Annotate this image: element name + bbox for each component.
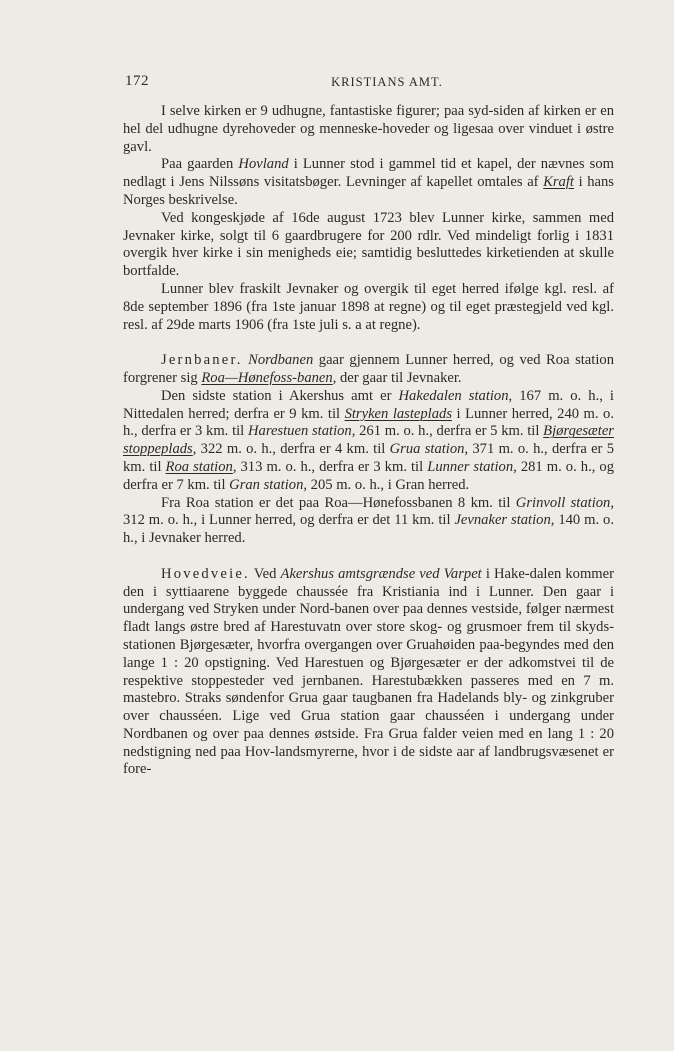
station-stryken: Stryken lasteplads bbox=[344, 405, 453, 422]
text-run: Den sidste station i Akershus amt er bbox=[161, 387, 399, 404]
station-hakedalen: Hakedalen station bbox=[398, 387, 509, 404]
text-run: i Lunner herred, 240 m. o. h., derfra er 3 km. til bbox=[123, 405, 614, 440]
text-run: , 281 m. o. h., og derfra er 7 km. til bbox=[123, 458, 614, 493]
station-grinvoll: Grinvoll station bbox=[515, 494, 611, 511]
paragraph-figurer: I selve kirken er 9 udhugne, fantastiske figurer; paa syd-siden af kirken er en hel del udhugne dyrehoveder og menneske-hoveder og ligesaa over vinduet i østre gavl. bbox=[123, 103, 614, 155]
running-title: KRISTIANS AMT. bbox=[331, 75, 443, 89]
text-run: i Lunner stod i gammel tid et kapel, der nævnes som nedlagt i Jens Nilssøns visitatsbøger. Levninger af kapellet omtales af bbox=[123, 156, 614, 191]
station-bjorgesaeter: Bjørgesæter stoppeplads bbox=[123, 423, 614, 458]
paragraph-kongeskjode: Ved kongeskjøde af 16de august 1723 blev Lunner kirke, sammen med Jevnaker kirke, solgt til 6 gaardbrugere for 200 rdlr. Ved mindeligt forlig i 1831 overgik hver kirke i sin menigheds eie; samtidig besluttedes kirketienden at skulle bortfalde. bbox=[123, 209, 614, 280]
text-run: , 261 m. o. h., derfra er 5 km. til bbox=[351, 423, 544, 440]
railway-roa-honefoss: Roa—Hønefoss-banen bbox=[201, 369, 333, 386]
text-run: , 205 m. o. h., i Gran herred. bbox=[303, 476, 470, 493]
text-run: , 167 m. o. h., i Nittedalen herred; derfra er 9 km. til bbox=[123, 387, 614, 422]
body-text bbox=[123, 103, 614, 779]
text-run: , 313 m. o. h., derfra er 3 km. til bbox=[232, 458, 428, 475]
text-run: , 140 m. o. h., i Jevnaker herred. bbox=[123, 512, 614, 547]
text-run: Fra Roa station er det paa Roa—Hønefossbanen 8 km. til bbox=[161, 494, 516, 511]
railway-nordbanen: Nordbanen bbox=[248, 352, 314, 369]
place-amtsgraendse-varpet: Akershus amtsgrændse ved Varpet bbox=[280, 565, 482, 582]
text-run: i hans Norges beskrivelse. bbox=[123, 174, 614, 208]
running-head bbox=[120, 73, 614, 97]
paragraph-fraskilt: Lunner blev fraskilt Jevnaker og overgik til eget herred ifølge kgl. resl. af 8de september 1896 (fra 1ste januar 1898 at regne) og til eget præstegjeld ved kgl. resl. af 29de marts 1906 (fra 1ste juli s. a at regne). bbox=[123, 280, 614, 333]
text-run: i Hake-dalen kommer den i syttiaarene byggede chaussée fra Kristiania ind i Lunner. Den gaar i undergang ved Stryken under Nord-banen over paa dennes vestside, følger nærmest fladt langs østre bred af Harestuvatn over store skog- og grusmoer frem til skyds-stationen Bjørgesæter, hvorfra overgangen over Gruahøiden paa-begyndes med den lange 1 : 20 opstigning. Ved Harestuen og Bjørgesæter er der adkomstvei til de respektive stoppesteder ved jernbanen. Harestubækken passeres med en 7 m. mastebro. Straks søndenfor Grua gaar taugbanen fra Hadelands bly- og zinkgruber over chausséen. Lige ved Grua station gaar chausséen i undergang under Nordbanen og over paa dennes østside. Fra Grua falder veien med en lang 1 : 20 nedstigning ned paa Hov-landsmyrerne, hvor i de sidste aar af landbrugsvæsenet er fore- bbox=[123, 565, 614, 778]
text-run: Paa gaarden bbox=[161, 156, 239, 173]
text-run: , 312 m. o. h., i Lunner herred, og derfra er det 11 km. til bbox=[123, 494, 615, 529]
text-run: , 371 m. o. h., derfra er 5 km. til bbox=[123, 441, 614, 475]
author-name-kraft: Kraft bbox=[543, 174, 574, 191]
text-run: Ved bbox=[249, 565, 281, 582]
paragraph-jernbaner bbox=[123, 352, 614, 388]
station-grua: Grua station bbox=[389, 441, 465, 458]
page-number: 172 bbox=[125, 73, 149, 89]
section-heading-hovedveie: Hovedveie. bbox=[161, 565, 250, 582]
section-heading-jernbaner: Jernbaner. bbox=[161, 352, 243, 369]
paragraph-stations bbox=[123, 388, 614, 495]
text-run: , der gaar til Jevnaker. bbox=[332, 369, 462, 386]
paragraph-hovedveie bbox=[123, 566, 614, 780]
station-jevnaker: Jevnaker station bbox=[454, 512, 551, 529]
station-gran: Gran station bbox=[229, 476, 304, 493]
paragraph-hovland bbox=[123, 156, 614, 209]
text-run: gaar gjennem Lunner herred, og ved Roa station forgrener sig bbox=[123, 352, 614, 386]
station-harestuen: Harestuen station bbox=[247, 423, 352, 440]
station-roa: Roa station bbox=[165, 458, 233, 475]
place-name-hovland: Hovland bbox=[238, 156, 289, 173]
text-run: , 322 m. o. h., derfra er 4 km. til bbox=[192, 441, 390, 458]
station-lunner: Lunner station bbox=[427, 458, 514, 475]
paragraph-roa-honefoss bbox=[123, 495, 614, 548]
